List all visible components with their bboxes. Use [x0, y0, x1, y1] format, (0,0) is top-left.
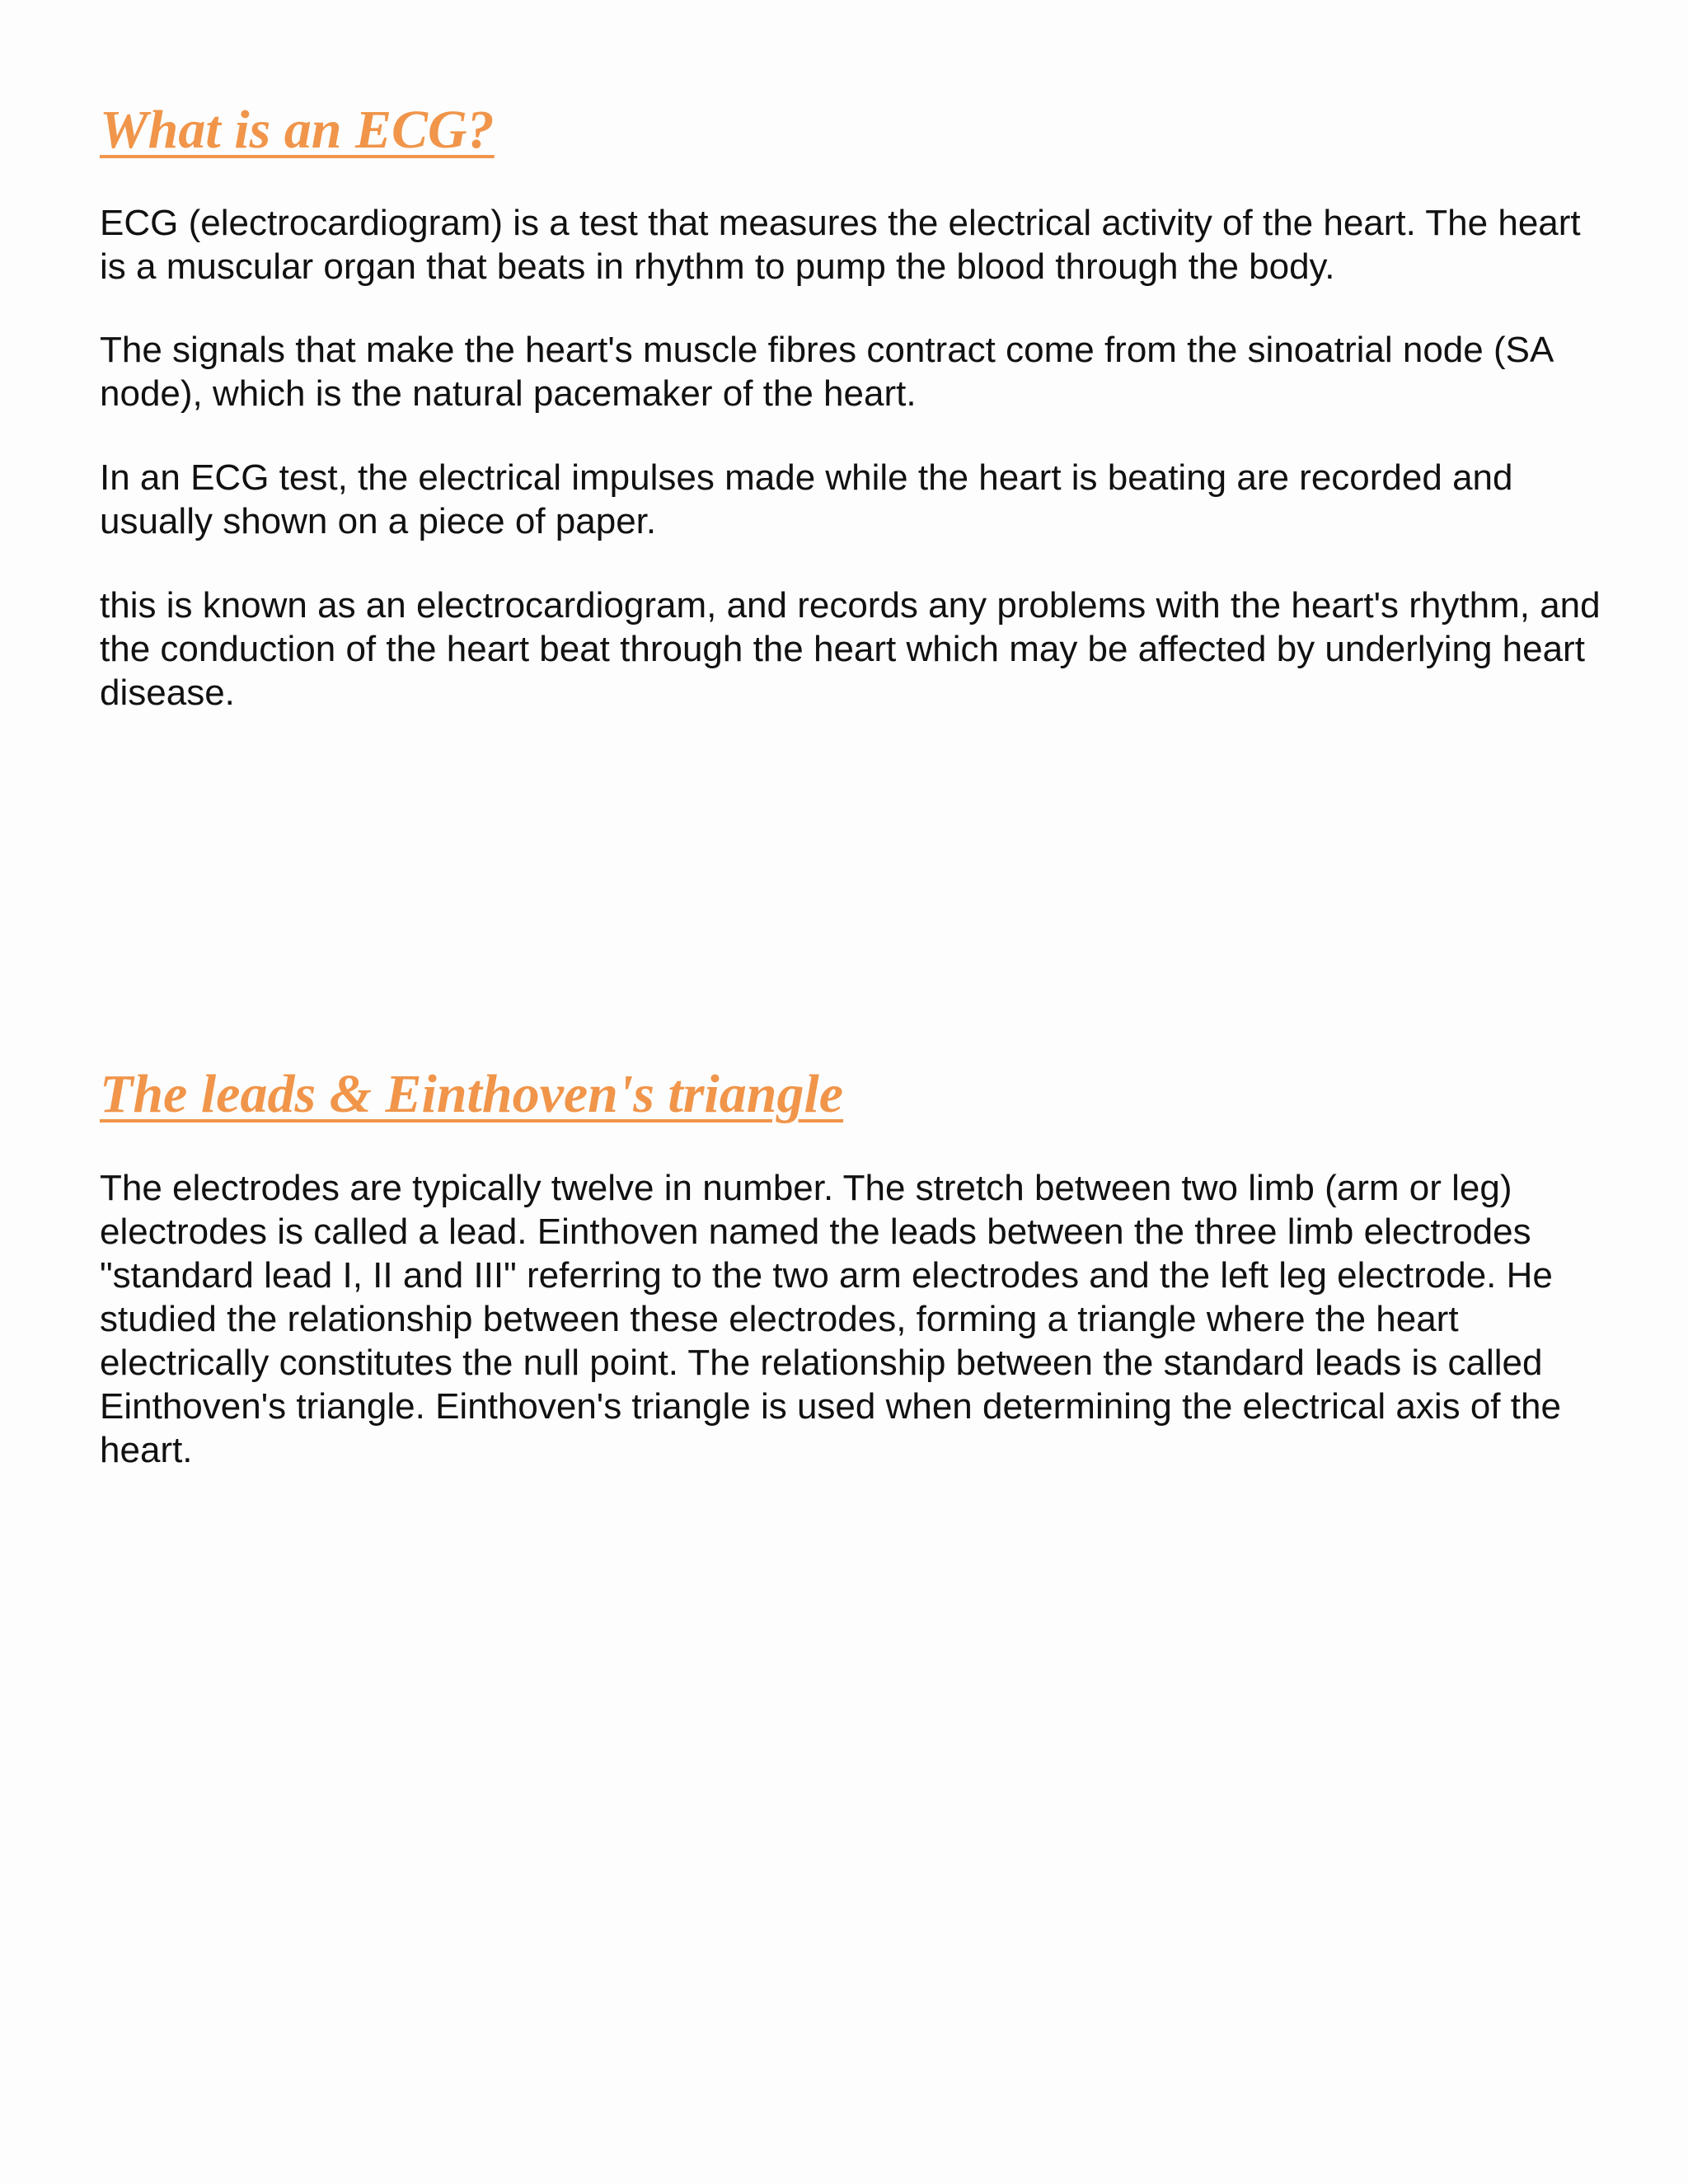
paragraph-leads-description: The electrodes are typically twelve in number. The stretch between two limb (arm or leg) electrodes is called a lead. Einthoven named the leads between the three limb electrodes "standard lead I, II and III" referring to the two arm electrodes and the left leg electrode. He studied the relationship between these electrodes, forming a triangle where the heart electrically constitutes the null point. The relationship between the standard leads is called Einthoven's triangle. Einthoven's triangle is used when determining the electrical axis of the heart.	[100, 1168, 1561, 1470]
paragraph-electrocardiogram-records: this is known as an electrocardiogram, and records any problems with the heart's rhythm, and the conduction of the heart beat through the heart which may be affected by underlying heart disease.	[100, 585, 1601, 713]
section-heading-what-is-an-ecg: What is an ECG?	[100, 100, 495, 160]
paragraph-sa-node: The signals that make the heart's muscle fibres contract come from the sinoatrial node (SA node), which is the natural pacemaker of the heart.	[100, 330, 1552, 414]
paragraph-ecg-definition: ECG (electrocardiogram) is a test that measures the electrical activity of the heart. The heart is a muscular organ that beats in rhythm to pump the blood through the body.	[100, 203, 1581, 287]
section-heading-leads-einthoven-triangle: The leads & Einthoven's triangle	[100, 1064, 844, 1124]
paragraph-ecg-test: In an ECG test, the electrical impulses made while the heart is beating are recorded and usually shown on a piece of paper.	[100, 457, 1513, 541]
